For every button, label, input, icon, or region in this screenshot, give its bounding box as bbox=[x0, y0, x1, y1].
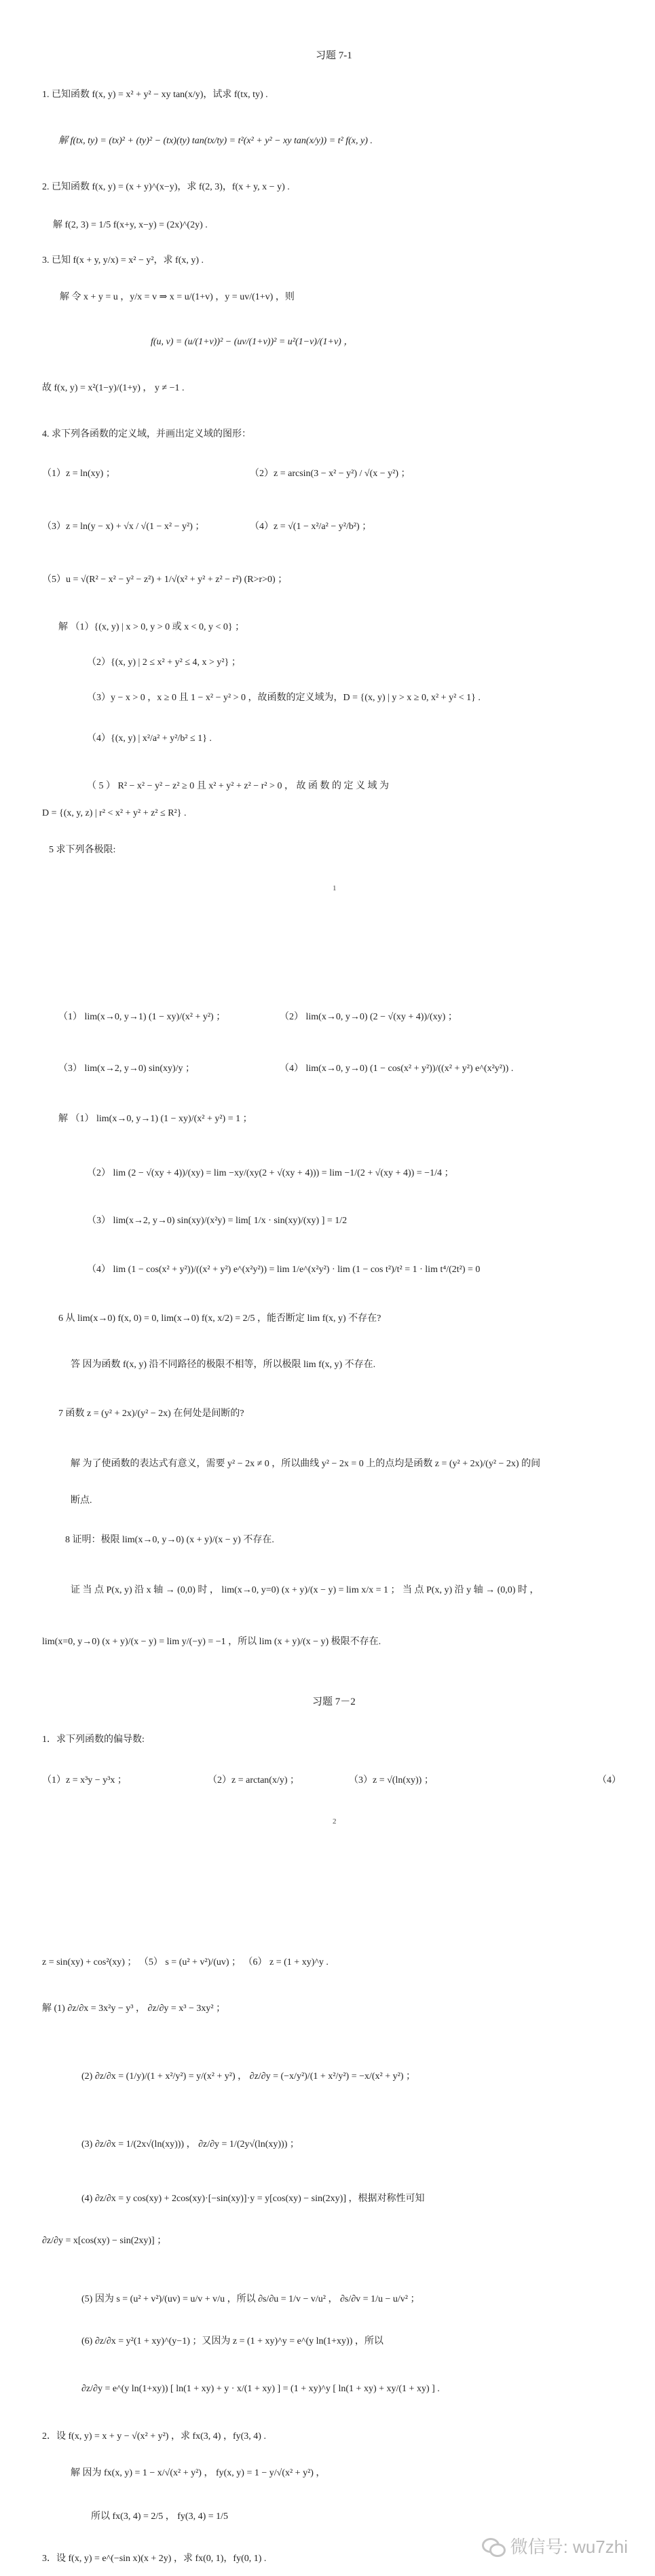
problem-4-part-5: （5）u = √(R² − x² − y² − z²) + 1/√(x² + y² + z² − r²) (R>r>0) ； bbox=[42, 575, 288, 585]
section-2-solution-2: 解 因为 fx(x, y) = 1 − x/√(x² + y²) ， fy(x, y) = 1 − y/√(x² + y²) ， bbox=[71, 2468, 326, 2478]
problem-4-part-1: （1）z = ln(xy) ； bbox=[42, 469, 115, 479]
solution-4-part-1: 解 （1）{(x, y) | x > 0, y > 0 或 x < 0, y < 0} ； bbox=[58, 622, 245, 632]
problem-5-part-3: （3） lim(x→2, y→0) sin(xy)/y ； bbox=[58, 1064, 195, 1074]
solution-3-substitution: 解 令 x + y = u ，y/x = v ⇒ x = u/(1+v) ，y = uv/(1+v) ，则 bbox=[60, 292, 295, 302]
section-2-solution-1-part-4: (4) ∂z/∂x = y cos(xy) + 2cos(xy)·[−sin(xy)]·y = y[cos(xy) − sin(2xy)] ，根据对称性可知 bbox=[81, 2194, 425, 2204]
section-title: 习题 7－2 bbox=[312, 1697, 356, 1707]
problem-3: 3. 已知 f(x + y, y/x) = x² − y²，求 f(x, y) . bbox=[42, 255, 204, 266]
problem-5-part-1: （1） lim(x→0, y→1) (1 − xy)/(x² + y²) ； bbox=[58, 1012, 226, 1022]
watermark bbox=[482, 2533, 628, 2558]
problem-7: 7 函数 z = (y² + 2x)/(y² − 2x) 在何处是间断的? bbox=[58, 1409, 244, 1419]
section-2-solution-2-result: 所以 fx(3, 4) = 2/5 ， fy(3, 4) = 1/5 bbox=[91, 2511, 229, 2522]
section-2-problem-1-parts-4-6: z = sin(xy) + cos²(xy) ； （5） s = (u² + v²)/(uv) ； （6） z = (1 + xy)^y . bbox=[42, 1957, 329, 1967]
page-title: 习题 7-1 bbox=[316, 50, 352, 61]
watermark-text: 微信号: wu7zhi bbox=[510, 2537, 628, 2557]
solution-1: 解 f(tx, ty) = (tx)² + (ty)² − (tx)(ty) tan(tx/ty) = t²(x² + y² − xy tan(x/y)) = t² f(x, y) . bbox=[58, 136, 373, 146]
section-2-problem-1-part-4-label: （4） bbox=[597, 1775, 621, 1785]
page-number: 1 bbox=[333, 884, 337, 892]
section-2-solution-1-part-6: (6) ∂z/∂x = y²(1 + xy)^(y−1) ；又因为 z = (1 + xy)^y = e^(y ln(1+xy)) ，所以 bbox=[81, 2336, 383, 2346]
section-2-solution-1-part-3: (3) ∂z/∂x = 1/(2x√(ln(xy))) ， ∂z/∂y = 1/(2y√(ln(xy))) ； bbox=[81, 2139, 299, 2149]
section-2-problem-3: 3．设 f(x, y) = e^(−sin x)(x + 2y) ，求 fx(0, 1)，fy(0, 1) . bbox=[42, 2554, 267, 2564]
solution-5-part-3: （3） lim(x→2, y→0) sin(xy)/(x²y) = lim[ 1/x · sin(xy)/(xy) ] = 1/2 bbox=[87, 1216, 348, 1226]
section-2-problem-1-part-2: （2）z = arctan(x/y) ； bbox=[208, 1775, 300, 1785]
problem-5-part-2: （2） lim(x→0, y→0) (2 − √(xy + 4))/(xy) ； bbox=[280, 1012, 457, 1022]
section-2-problem-1-part-3: （3）z = √(ln(xy)) ； bbox=[349, 1775, 434, 1785]
solution-4-part-3: （3）y − x > 0 ，x ≥ 0 且 1 − x² − y² > 0 ，故函数的定义域为，D = {(x, y) | y > x ≥ 0, x² + y² < 1} . bbox=[87, 693, 481, 703]
solution-4-part-2: （2）{(x, y) | 2 ≤ x² + y² ≤ 4, x > y²} ； bbox=[87, 657, 241, 668]
solution-4-part-5: （ 5 ） R² − x² − y² − z² ≥ 0 且 x² + y² + z² − r² > 0 ， 故 函 数 的 定 义 域 为 bbox=[87, 781, 389, 791]
proof-8-cont: lim(x=0, y→0) (x + y)/(x − y) = lim y/(−y) = −1 ，所以 lim (x + y)/(x − y) 极限不存在. bbox=[42, 1637, 381, 1647]
solution-4-part-4: （4）{(x, y) | x²/a² + y²/b² ≤ 1} . bbox=[87, 733, 212, 744]
solution-2: 解 f(2, 3) = 1/5 f(x+y, x−y) = (2x)^(2y) . bbox=[53, 220, 208, 230]
problem-2: 2. 已知函数 f(x, y) = (x + y)^(x−y)，求 f(2, 3)，f(x + y, x − y) . bbox=[42, 182, 290, 192]
solution-3-result: 故 f(x, y) = x²(1−y)/(1+y) ， y ≠ −1 . bbox=[42, 383, 185, 393]
solution-5-part-2: （2） lim (2 − √(xy + 4))/(xy) = lim −xy/(xy(2 + √(xy + 4))) = lim −1/(2 + √(xy + 4)) = −1/4 ； bbox=[87, 1168, 454, 1178]
solution-3-formula: f(u, v) = (u/(1+v))² − (uv/(1+v))² = u²(1−v)/(1+v) ， bbox=[151, 337, 354, 347]
page-number: 2 bbox=[333, 1817, 337, 1826]
section-2-solution-1-part-4-cont: ∂z/∂y = x[cos(xy) − sin(2xy)] ； bbox=[42, 2236, 167, 2246]
section-2-problem-2: 2．设 f(x, y) = x + y − √(x² + y²) ，求 fx(3, 4) ，fy(3, 4) . bbox=[42, 2431, 266, 2442]
problem-4: 4. 求下列各函数的定义域，并画出定义域的图形： bbox=[42, 429, 251, 439]
problem-4-part-4: （4）z = √(1 − x²/a² − y²/b²) ； bbox=[250, 522, 372, 532]
answer-6: 答 因为函数 f(x, y) 沿不同路径的极限不相等，所以极限 lim f(x, y) 不存在. bbox=[71, 1360, 376, 1370]
section-2-solution-1-part-2: (2) ∂z/∂x = (1/y)/(1 + x²/y²) = y/(x² + y²) ， ∂z/∂y = (−x/y²)/(1 + x²/y²) = −x/(x² + y²) ； bbox=[81, 2071, 415, 2082]
section-2-solution-1-part-1: 解 (1) ∂z/∂x = 3x²y − y³ ， ∂z/∂y = x³ − 3xy² ； bbox=[42, 2003, 226, 2014]
solution-7: 解 为了使函数的表达式有意义，需要 y² − 2x ≠ 0 ，所以曲线 y² − 2x = 0 上的点均是函数 z = (y² + 2x)/(y² − 2x) 的间 bbox=[71, 1459, 541, 1469]
wechat-icon bbox=[482, 2537, 505, 2556]
problem-5: 5 求下列各极限: bbox=[49, 845, 116, 855]
section-2-solution-1-part-6-cont: ∂z/∂y = e^(y ln(1+xy)) [ ln(1 + xy) + y · x/(1 + xy) ] = (1 + xy)^y [ ln(1 + xy) + xy/(1 + xy) ] . bbox=[81, 2384, 440, 2394]
section-2-solution-1-part-5: (5) 因为 s = (u² + v²)/(uv) = u/v + v/u ，所以 ∂s/∂u = 1/v − v/u² ， ∂s/∂v = 1/u − u/v² ； bbox=[81, 2294, 420, 2304]
solution-5-part-4: （4） lim (1 − cos(x² + y²))/((x² + y²) e^(x²y²)) = lim 1/e^(x²y²) · lim (1 − cos t²)/t² = 1 · lim t⁴/(2t²) = 0 bbox=[87, 1265, 481, 1275]
solution-5-part-1: 解 （1） lim(x→0, y→1) (1 − xy)/(x² + y²) = 1 ； bbox=[58, 1114, 252, 1124]
solution-4-part-5-domain: D = {(x, y, z) | r² < x² + y² + z² ≤ R²} . bbox=[42, 808, 187, 818]
problem-8: 8 证明：极限 lim(x→0, y→0) (x + y)/(x − y) 不存在. bbox=[65, 1535, 274, 1545]
section-2-problem-1-part-1: （1）z = x³y − y³x ； bbox=[42, 1775, 127, 1785]
problem-1: 1. 已知函数 f(x, y) = x² + y² − xy tan(x/y)，试求 f(tx, ty) . bbox=[42, 90, 268, 100]
proof-8: 证 当 点 P(x, y) 沿 x 轴 → (0,0) 时 ， lim(x→0, y=0) (x + y)/(x − y) = lim x/x = 1 ； 当 点 P(x, y) 沿 y 轴 → (0,0) 时 ， bbox=[71, 1585, 540, 1595]
problem-4-part-2: （2）z = arcsin(3 − x² − y²) / √(x − y²) ； bbox=[250, 469, 411, 479]
problem-4-part-3: （3）z = ln(y − x) + √x / √(1 − x² − y²) ； bbox=[42, 522, 205, 532]
section-2-problem-1: 1．求下列函数的偏导数: bbox=[42, 1735, 145, 1745]
problem-6: 6 从 lim(x→0) f(x, 0) = 0, lim(x→0) f(x, x/2) = 2/5 ，能否断定 lim f(x, y) 不存在? bbox=[58, 1313, 381, 1324]
problem-5-part-4: （4） lim(x→0, y→0) (1 − cos(x² + y²))/((x² + y²) e^(x²y²)) . bbox=[280, 1064, 514, 1074]
solution-7-cont: 断点. bbox=[71, 1495, 92, 1506]
